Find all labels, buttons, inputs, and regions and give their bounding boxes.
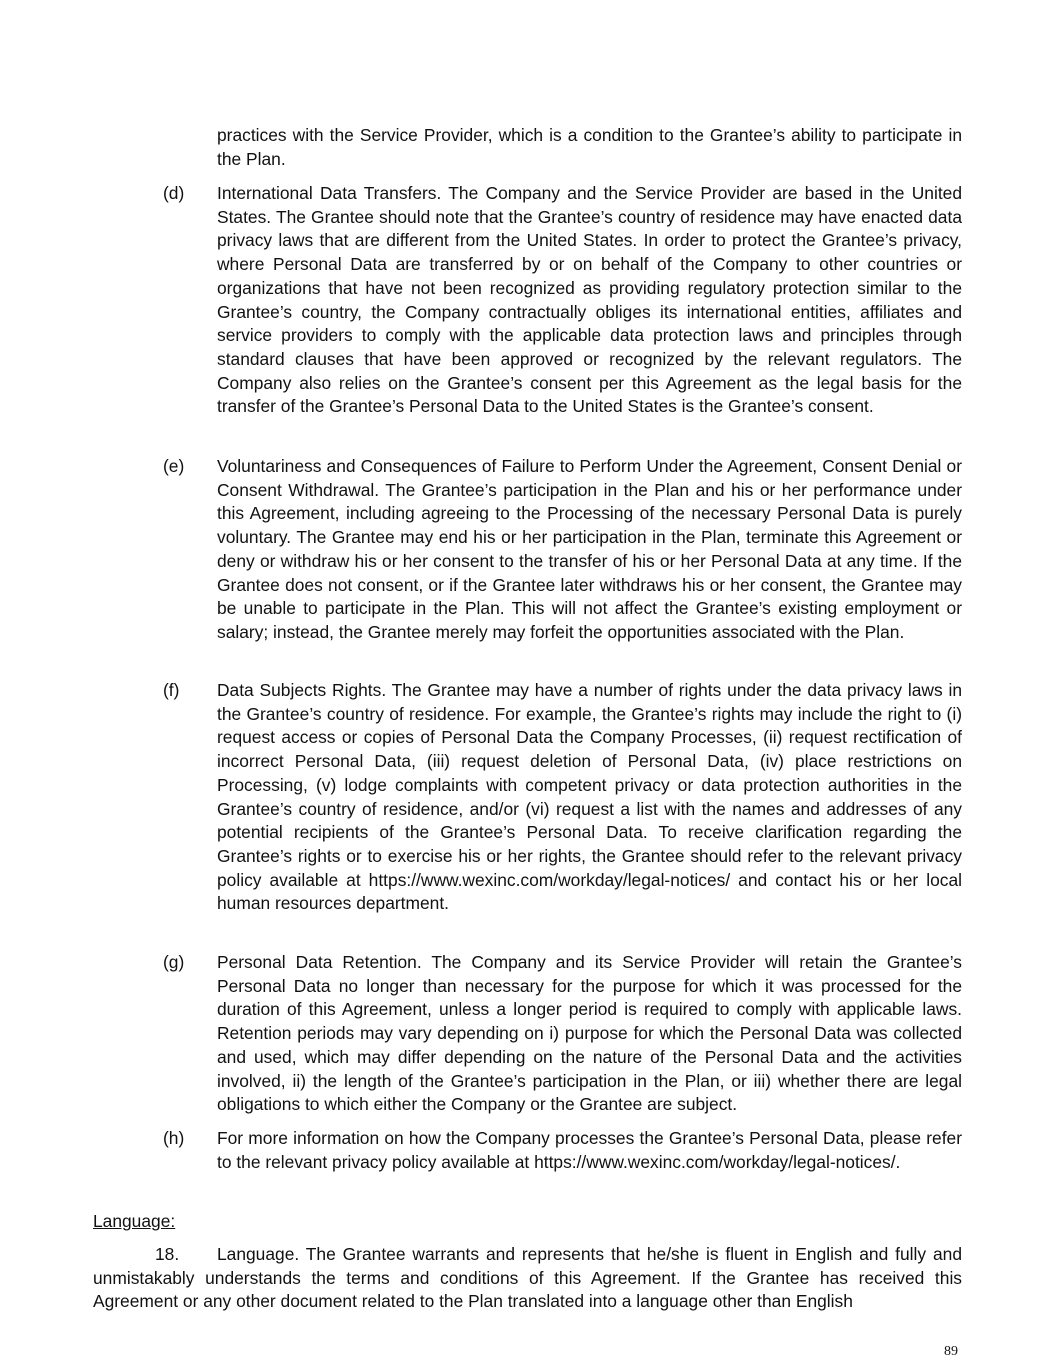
- item-text-e: Voluntariness and Consequences of Failure to Perform Under the Agreement, Consent Denial or Consent Withdrawal. The Grantee’s participation in the Plan and his or her performance under this Agreement, including agreeing to the Processing of the necessary Personal Data is purely voluntary. The Grantee may end his or her participation in the Plan, terminate this Agreement or deny or withdraw his or her consent to the transfer of his or her Personal Data at any time. If the Grantee does not consent, or if the Grantee later withdraws his or her consent, the Grantee may be unable to participate in the Plan. This will not affect the Grantee’s existing employment or salary; instead, the Grantee merely may forfeit the opportunities associated with the Plan.: [217, 456, 962, 642]
- item-label-h: (h): [163, 1128, 185, 1148]
- item-text-h: For more information on how the Company processes the Grantee’s Personal Data, please refer to the relevant privacy policy available at https://www.wexinc.com/workday/legal-notices/.: [217, 1128, 962, 1172]
- item-label-d: (d): [163, 183, 185, 203]
- page-number: 89: [944, 1344, 958, 1359]
- item-label-e: (e): [163, 456, 185, 476]
- section-heading-language: Language:: [93, 1211, 176, 1231]
- item-label-f: (f): [163, 680, 180, 700]
- paragraph-number: 18.: [155, 1244, 180, 1264]
- item-label-g: (g): [163, 952, 185, 972]
- language-paragraph: [93, 1243, 962, 1314]
- continuation-paragraph: practices with the Service Provider, which is a condition to the Grantee’s ability to participate in the Plan.: [217, 125, 962, 169]
- item-text-d: International Data Transfers. The Company and the Service Provider are based in the United States. The Grantee should note that the Grantee’s country of residence may have enacted data privacy laws that are different from the United States. In order to protect the Grantee’s privacy, where Personal Data are transferred by or on behalf of the Company to other countries or organizations that have not been recognized as providing regulatory protection similar to the Grantee’s country, the Company contractually obliges its international entities, affiliates and service providers to comply with the applicable data protection laws and principles through standard clauses that have been approved or recognized by the relevant regulators. The Company also relies on the Grantee’s consent per this Agreement as the legal basis for the transfer of the Grantee’s Personal Data to the United States is the Grantee’s consent.: [217, 183, 962, 417]
- language-paragraph-text: Language. The Grantee warrants and represents that he/she is fluent in English and fully and unmistakably understands the terms and conditions of this Agreement. If the Grantee has received this Agreement or any other document related to the Plan translated into a language other than English: [93, 1244, 962, 1312]
- item-text-f: Data Subjects Rights. The Grantee may have a number of rights under the data privacy laws in the Grantee’s country of residence. For example, the Grantee’s rights may include the right to (i) request access or copies of Personal Data the Company Processes, (ii) request rectification of incorrect Personal Data, (iii) request deletion of Personal Data, (iv) place restrictions on Processing, (v) lodge complaints with competent privacy or data protection authorities in the Grantee’s country of residence, and/or (vi) request a list with the names and addresses of any potential recipients of the Grantee’s Personal Data. To receive clarification regarding the Grantee’s rights or to exercise his or her rights, the Grantee should refer to the relevant privacy policy available at https://www.wexinc.com/workday/legal-notices/ and contact his or her local human resources department.: [217, 680, 962, 914]
- item-text-g: Personal Data Retention. The Company and its Service Provider will retain the Grantee’s Personal Data no longer than necessary for the purpose for which it was processed for the duration of this Agreement, unless a longer period is required to comply with applicable laws. Retention periods may vary depending on i) purpose for which the Personal Data was collected and used, which may differ depending on the nature of the Personal Data and the activities involved, ii) the length of the Grantee’s participation in the Plan, or iii) whether there are legal obligations to which either the Company or the Grantee are subject.: [217, 952, 962, 1115]
